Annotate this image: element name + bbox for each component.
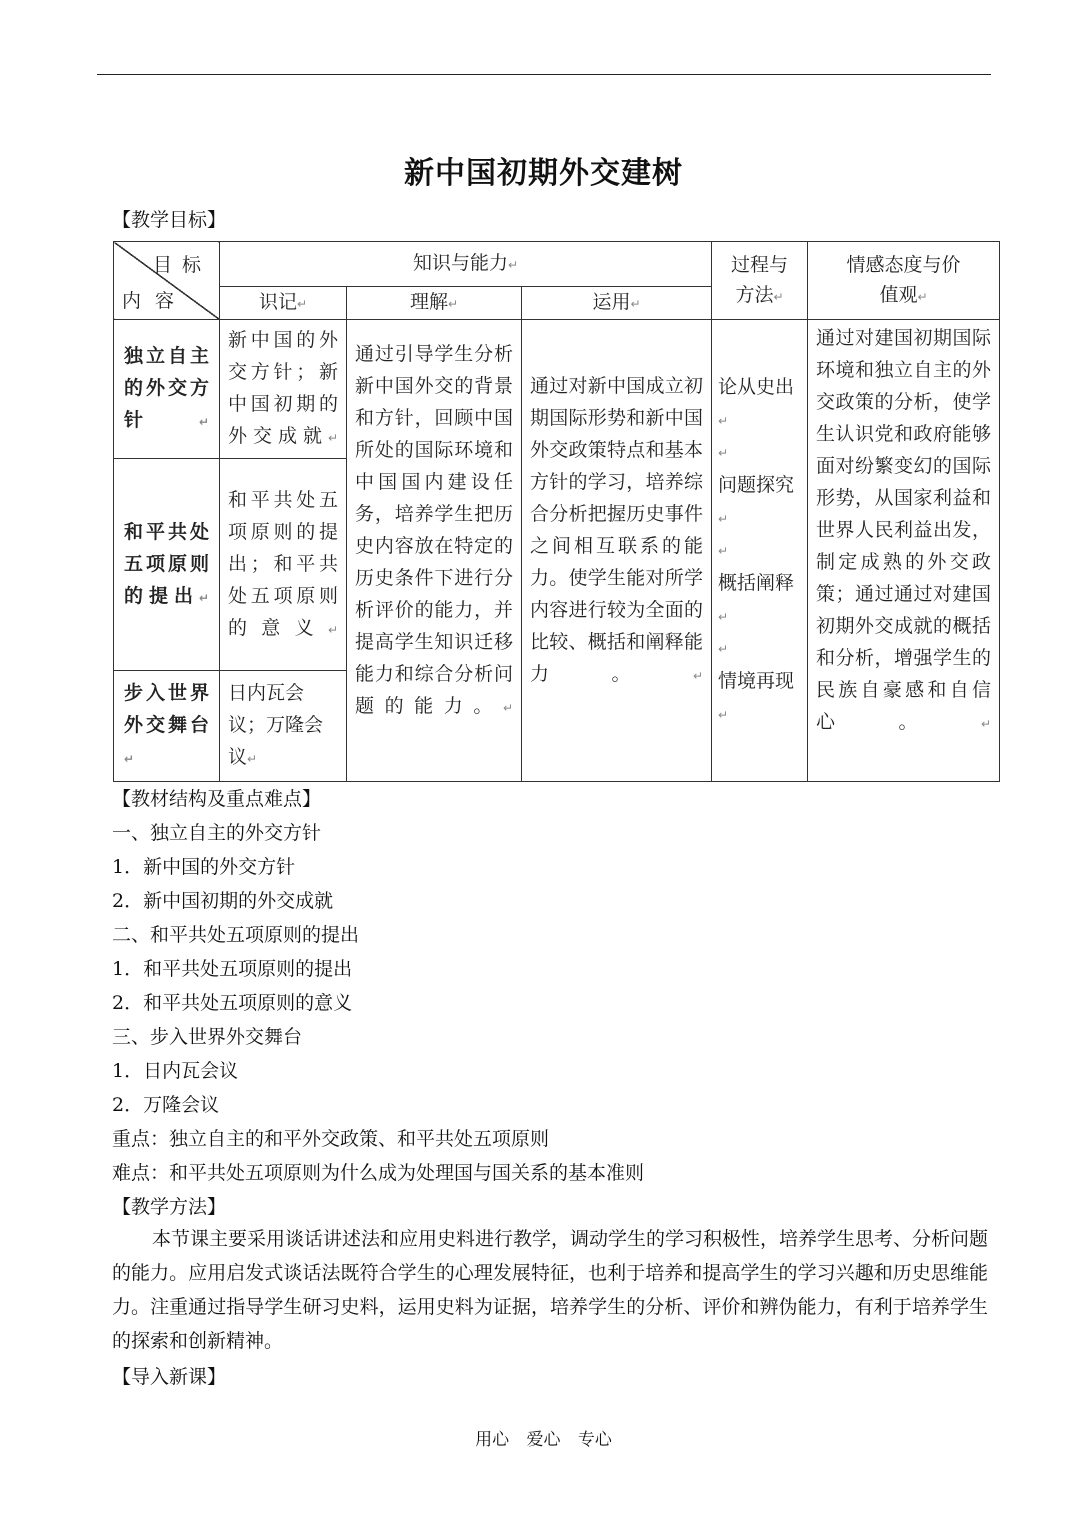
diagonal-header-cell	[114, 242, 220, 320]
diag-label-content: 内容	[122, 290, 189, 312]
difficult-point: 难点：和平共处五项原则为什么成为处理国与国关系的基本准则	[112, 1162, 645, 1184]
process-methods: 论从史出↵ ↵ 问题探究↵ ↵ 概括阐释↵ ↵ 情境再现↵	[712, 320, 808, 782]
key-point: 重点：独立自主的和平外交政策、和平共处五项原则	[112, 1128, 550, 1150]
section-intro: 【导入新课】	[112, 1366, 227, 1388]
methods-paragraph: 本节课主要采用谈话讲述法和应用史料进行教学，调动学生的学习积极性，培养学生思考、分析问题的能力。应用启发式谈话法既符合学生的心理发展特征，也利于培养和提高学生的学习兴趣和历史思维能力。注重通过指导学生研习史料，运用史料为证据，培养学生的分析、评价和辨伪能力，有利于培养学生的探索和创新精神。	[112, 1228, 989, 1352]
understand-text: 通过引导学生分析新中国外交的背景和方针，回顾中国所处的国际环境和中国国内建设任务，培养学生把历史内容放在特定的历史条件下进行分析评价的能力，并提高学生知识迁移能力和综合分析问题的能力。↵	[347, 320, 522, 782]
header-understand: 理解↵	[347, 287, 522, 320]
outline-item: 2．万隆会议	[112, 1094, 220, 1116]
outline-item: 2．和平共处五项原则的意义	[112, 992, 353, 1014]
section-methods: 【教学方法】	[112, 1196, 227, 1218]
header-process: 过程与方法↵	[712, 242, 808, 320]
process-item: 问题探究↵	[718, 473, 795, 526]
diag-label-goal: 目标	[152, 254, 211, 276]
header-emotion: 情感态度与价值观↵	[808, 242, 1000, 320]
header-recall: 识记↵	[220, 287, 347, 320]
process-item: 概括阐释↵	[718, 571, 795, 624]
header-rule	[97, 74, 991, 75]
outline-item: 1．和平共处五项原则的提出	[112, 958, 353, 980]
section-structure: 【教材结构及重点难点】	[112, 788, 322, 810]
page-title: 新中国初期外交建树	[404, 156, 683, 191]
outline-item: 1．日内瓦会议	[112, 1060, 239, 1082]
outline-item: 1．新中国的外交方针	[112, 856, 296, 878]
recall-peace: 和平共处五项原则的提出；和平共处五项原则的意义↵	[220, 459, 347, 671]
row-topic-peace: 和平共处五项原则的提出↵	[114, 459, 220, 671]
outline-item: 一、独立自主的外交方针	[112, 822, 322, 844]
row-topic-world-stage: 步入世界外交舞台↵	[114, 671, 220, 782]
page-footer: 用心 爱心 专心	[475, 1430, 612, 1450]
outline-item: 2．新中国初期的外交成就	[112, 890, 334, 912]
recall-independent: 新中国的外交方针；新中国初期的外交成就↵	[220, 320, 347, 459]
header-knowledge: 知识与能力↵	[220, 242, 712, 287]
apply-text: 通过对新中国成立初期国际形势和新中国外交政策特点和基本方针的学习，培养综合分析把握历史事件之间相互联系的能力。使学生能对所学内容进行较为全面的比较、概括和阐释能力。↵	[522, 320, 712, 782]
process-item: 论从史出↵	[718, 375, 795, 428]
emotion-text: 通过对建国初期国际环境和独立自主的外交政策的分析，使学生认识党和政府能够面对纷繁变幻的国际形势，从国家利益和世界人民利益出发，制定成熟的外交政策；通过通过对建国初期外交成就的概括和分析，增强学生的民族自豪感和自信心。↵	[808, 320, 1000, 782]
goals-table	[113, 241, 1000, 782]
recall-world-stage: 日内瓦会议；万隆会议↵	[220, 671, 347, 782]
section-teaching-goals: 【教学目标】	[112, 209, 227, 231]
header-apply: 运用↵	[522, 287, 712, 320]
row-topic-independent: 独立自主的外交方针↵	[114, 320, 220, 459]
outline-item: 二、和平共处五项原则的提出	[112, 924, 360, 946]
outline-item: 三、步入世界外交舞台	[112, 1026, 303, 1048]
process-item: 情境再现↵	[718, 669, 795, 722]
